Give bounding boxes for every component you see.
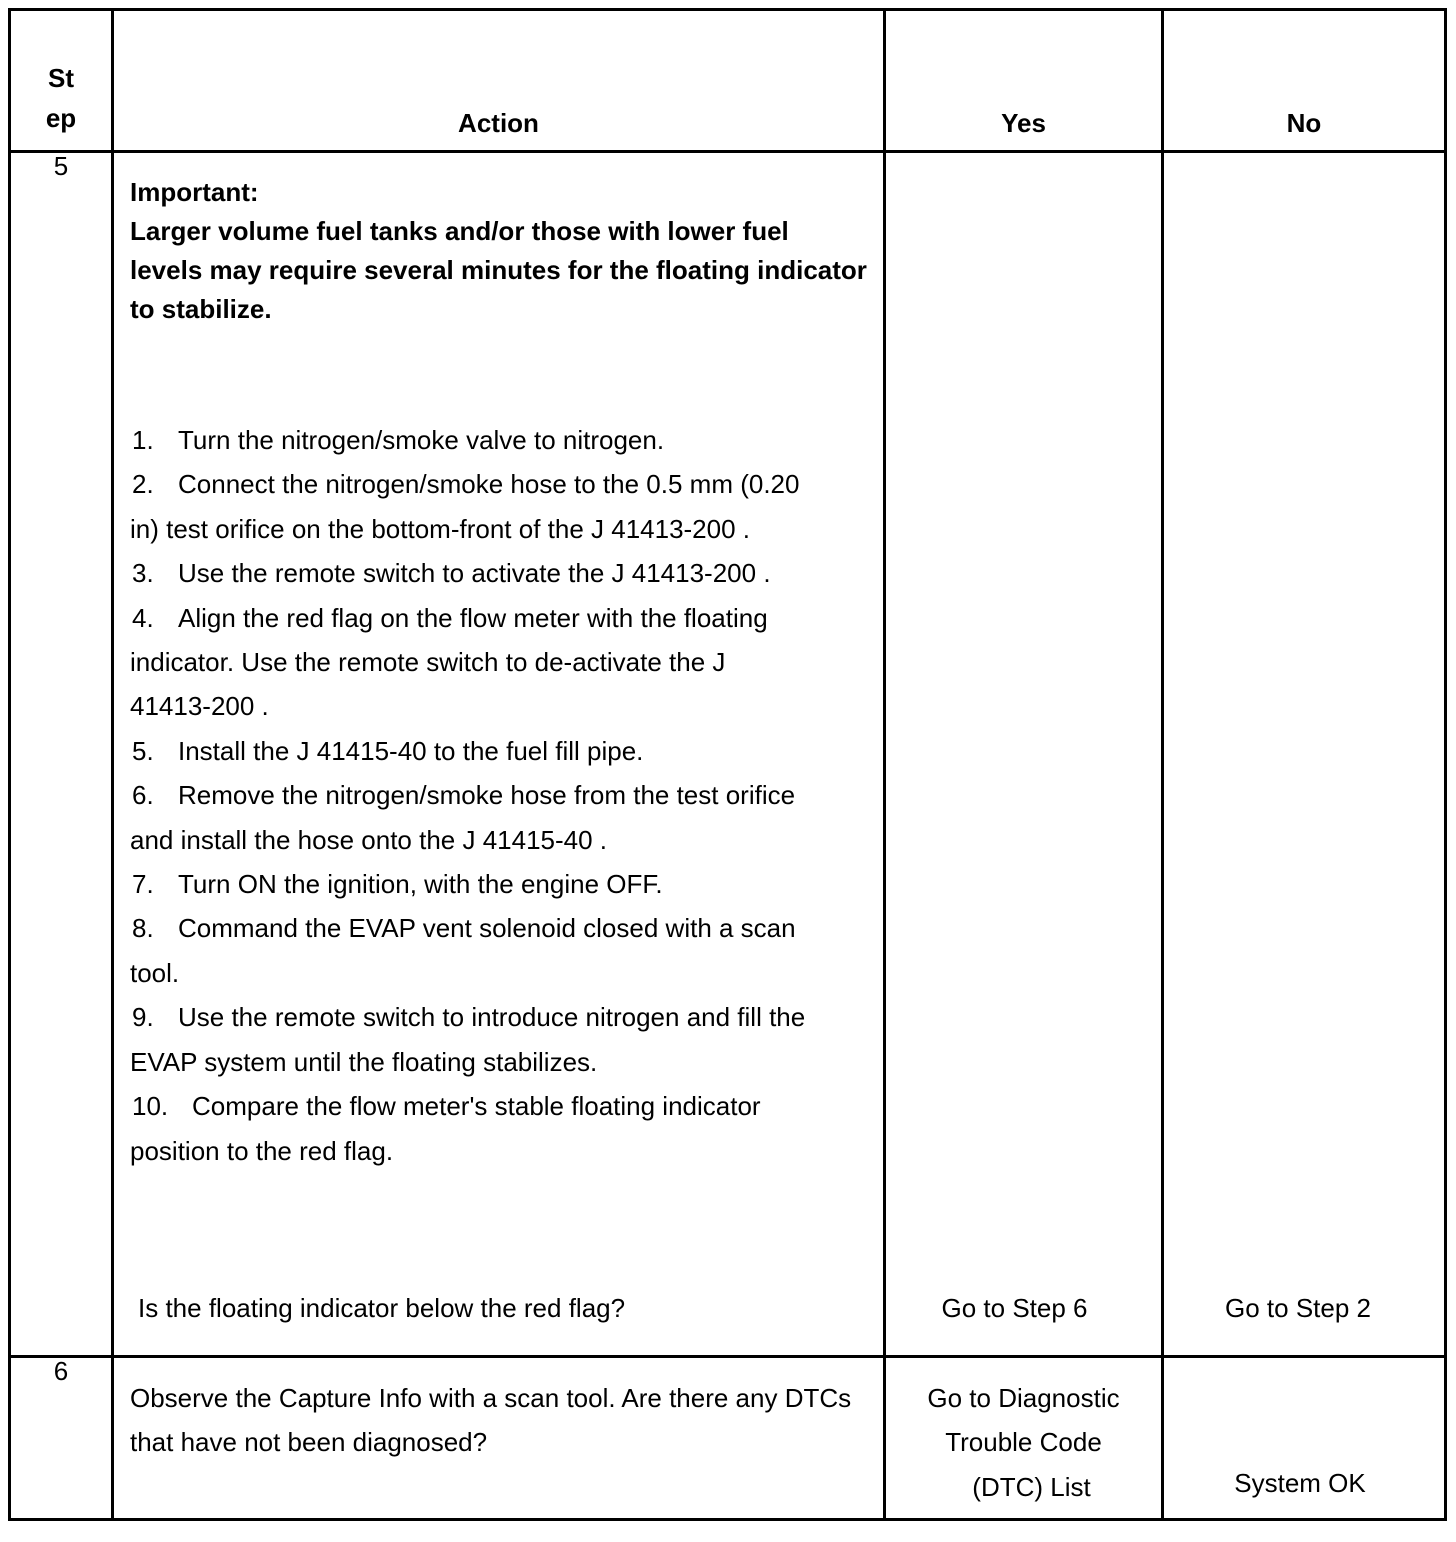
- action-cell: [113, 1357, 885, 1520]
- yes-cell: [885, 1357, 1163, 1520]
- important-label: Important:: [130, 177, 259, 207]
- list-item: [130, 729, 810, 773]
- step-text: Connect the nitrogen/smoke hose to the 0.5 mm (0.20 in) test orifice on the bottom-front of the J 41413-200 .: [130, 469, 800, 544]
- list-item: [130, 551, 810, 595]
- header-yes: Yes: [885, 10, 1163, 152]
- header-step-line2: ep: [45, 103, 77, 133]
- step-num: 4.: [132, 602, 154, 633]
- yes-result: Go to Step 6: [941, 1293, 1088, 1323]
- no-result: System OK: [1234, 1468, 1366, 1498]
- no-result: Go to Step 2: [1225, 1293, 1371, 1323]
- yes-result-line3: (DTC) List: [972, 1471, 1091, 1502]
- step-num: 3.: [132, 558, 154, 589]
- step-text: Command the EVAP vent solenoid closed with a scan tool.: [130, 913, 796, 988]
- step-num: 7.: [132, 869, 154, 900]
- step-text: Install the J 41415-40 to the fuel fill pipe.: [178, 735, 644, 766]
- yes-result: [886, 1358, 1161, 1509]
- step-text: Use the remote switch to introduce nitrogen and fill the EVAP system until the floating stabilizes.: [130, 1002, 806, 1077]
- yes-result-line1: Go to Diagnostic: [927, 1383, 1120, 1413]
- no-cell: [1163, 152, 1446, 1357]
- step-num: 2.: [132, 469, 154, 500]
- list-item: [130, 773, 810, 862]
- step-text: Remove the nitrogen/smoke hose from the test orifice and install the hose onto the J 41415-40 .: [130, 780, 796, 855]
- list-item: [130, 1084, 810, 1173]
- step-text: Align the red flag on the flow meter with the floating indicator. Use the remote switch to de-activate the J 41413-200 .: [130, 602, 768, 722]
- step-num: 5.: [132, 735, 154, 766]
- step-text: Compare the flow meter's stable floating indicator position to the red flag.: [130, 1091, 761, 1166]
- yes-result-line2: Trouble Code: [945, 1427, 1102, 1458]
- list-item: [130, 462, 810, 551]
- header-step: [10, 10, 113, 152]
- step-number: 6: [10, 1357, 113, 1520]
- step-num: 1.: [132, 425, 154, 455]
- table-row-step-6: [10, 1357, 1446, 1520]
- header-step-line1: St: [48, 63, 74, 93]
- list-item: [130, 995, 810, 1084]
- list-item: [130, 906, 810, 995]
- important-text: Larger volume fuel tanks and/or those with lower fuel levels may require several minutes for the floating indicator to stabilize.: [130, 216, 867, 324]
- table-header-row: [10, 10, 1446, 152]
- step-text: Use the remote switch to activate the J 41413-200 .: [178, 558, 771, 589]
- no-cell: [1163, 1357, 1446, 1520]
- step-num: 6.: [132, 780, 154, 811]
- yes-cell: [885, 152, 1163, 1357]
- step-question: Is the floating indicator below the red flag?: [138, 1293, 626, 1323]
- step-number: 5: [10, 152, 113, 1357]
- list-item: [130, 418, 810, 462]
- step-num: 8.: [132, 913, 154, 944]
- list-item: [130, 862, 810, 906]
- procedure-steps: [130, 418, 810, 1173]
- step-text: Turn the nitrogen/smoke valve to nitrogen.: [178, 425, 665, 455]
- table-row-step-5: [10, 152, 1446, 1357]
- step-num: 9.: [132, 1002, 154, 1033]
- header-action: Action: [113, 10, 885, 152]
- step-num: 10.: [132, 1091, 169, 1122]
- action-cell: [113, 152, 885, 1357]
- step-question: Observe the Capture Info with a scan tool. Are there any DTCs that have not been diagnosed?: [130, 1383, 852, 1458]
- diagnostic-table: [8, 8, 1447, 1521]
- list-item: [130, 596, 810, 729]
- important-note: [130, 173, 867, 329]
- step-text: Turn ON the ignition, with the engine OFF.: [178, 869, 663, 900]
- header-no: No: [1163, 10, 1446, 152]
